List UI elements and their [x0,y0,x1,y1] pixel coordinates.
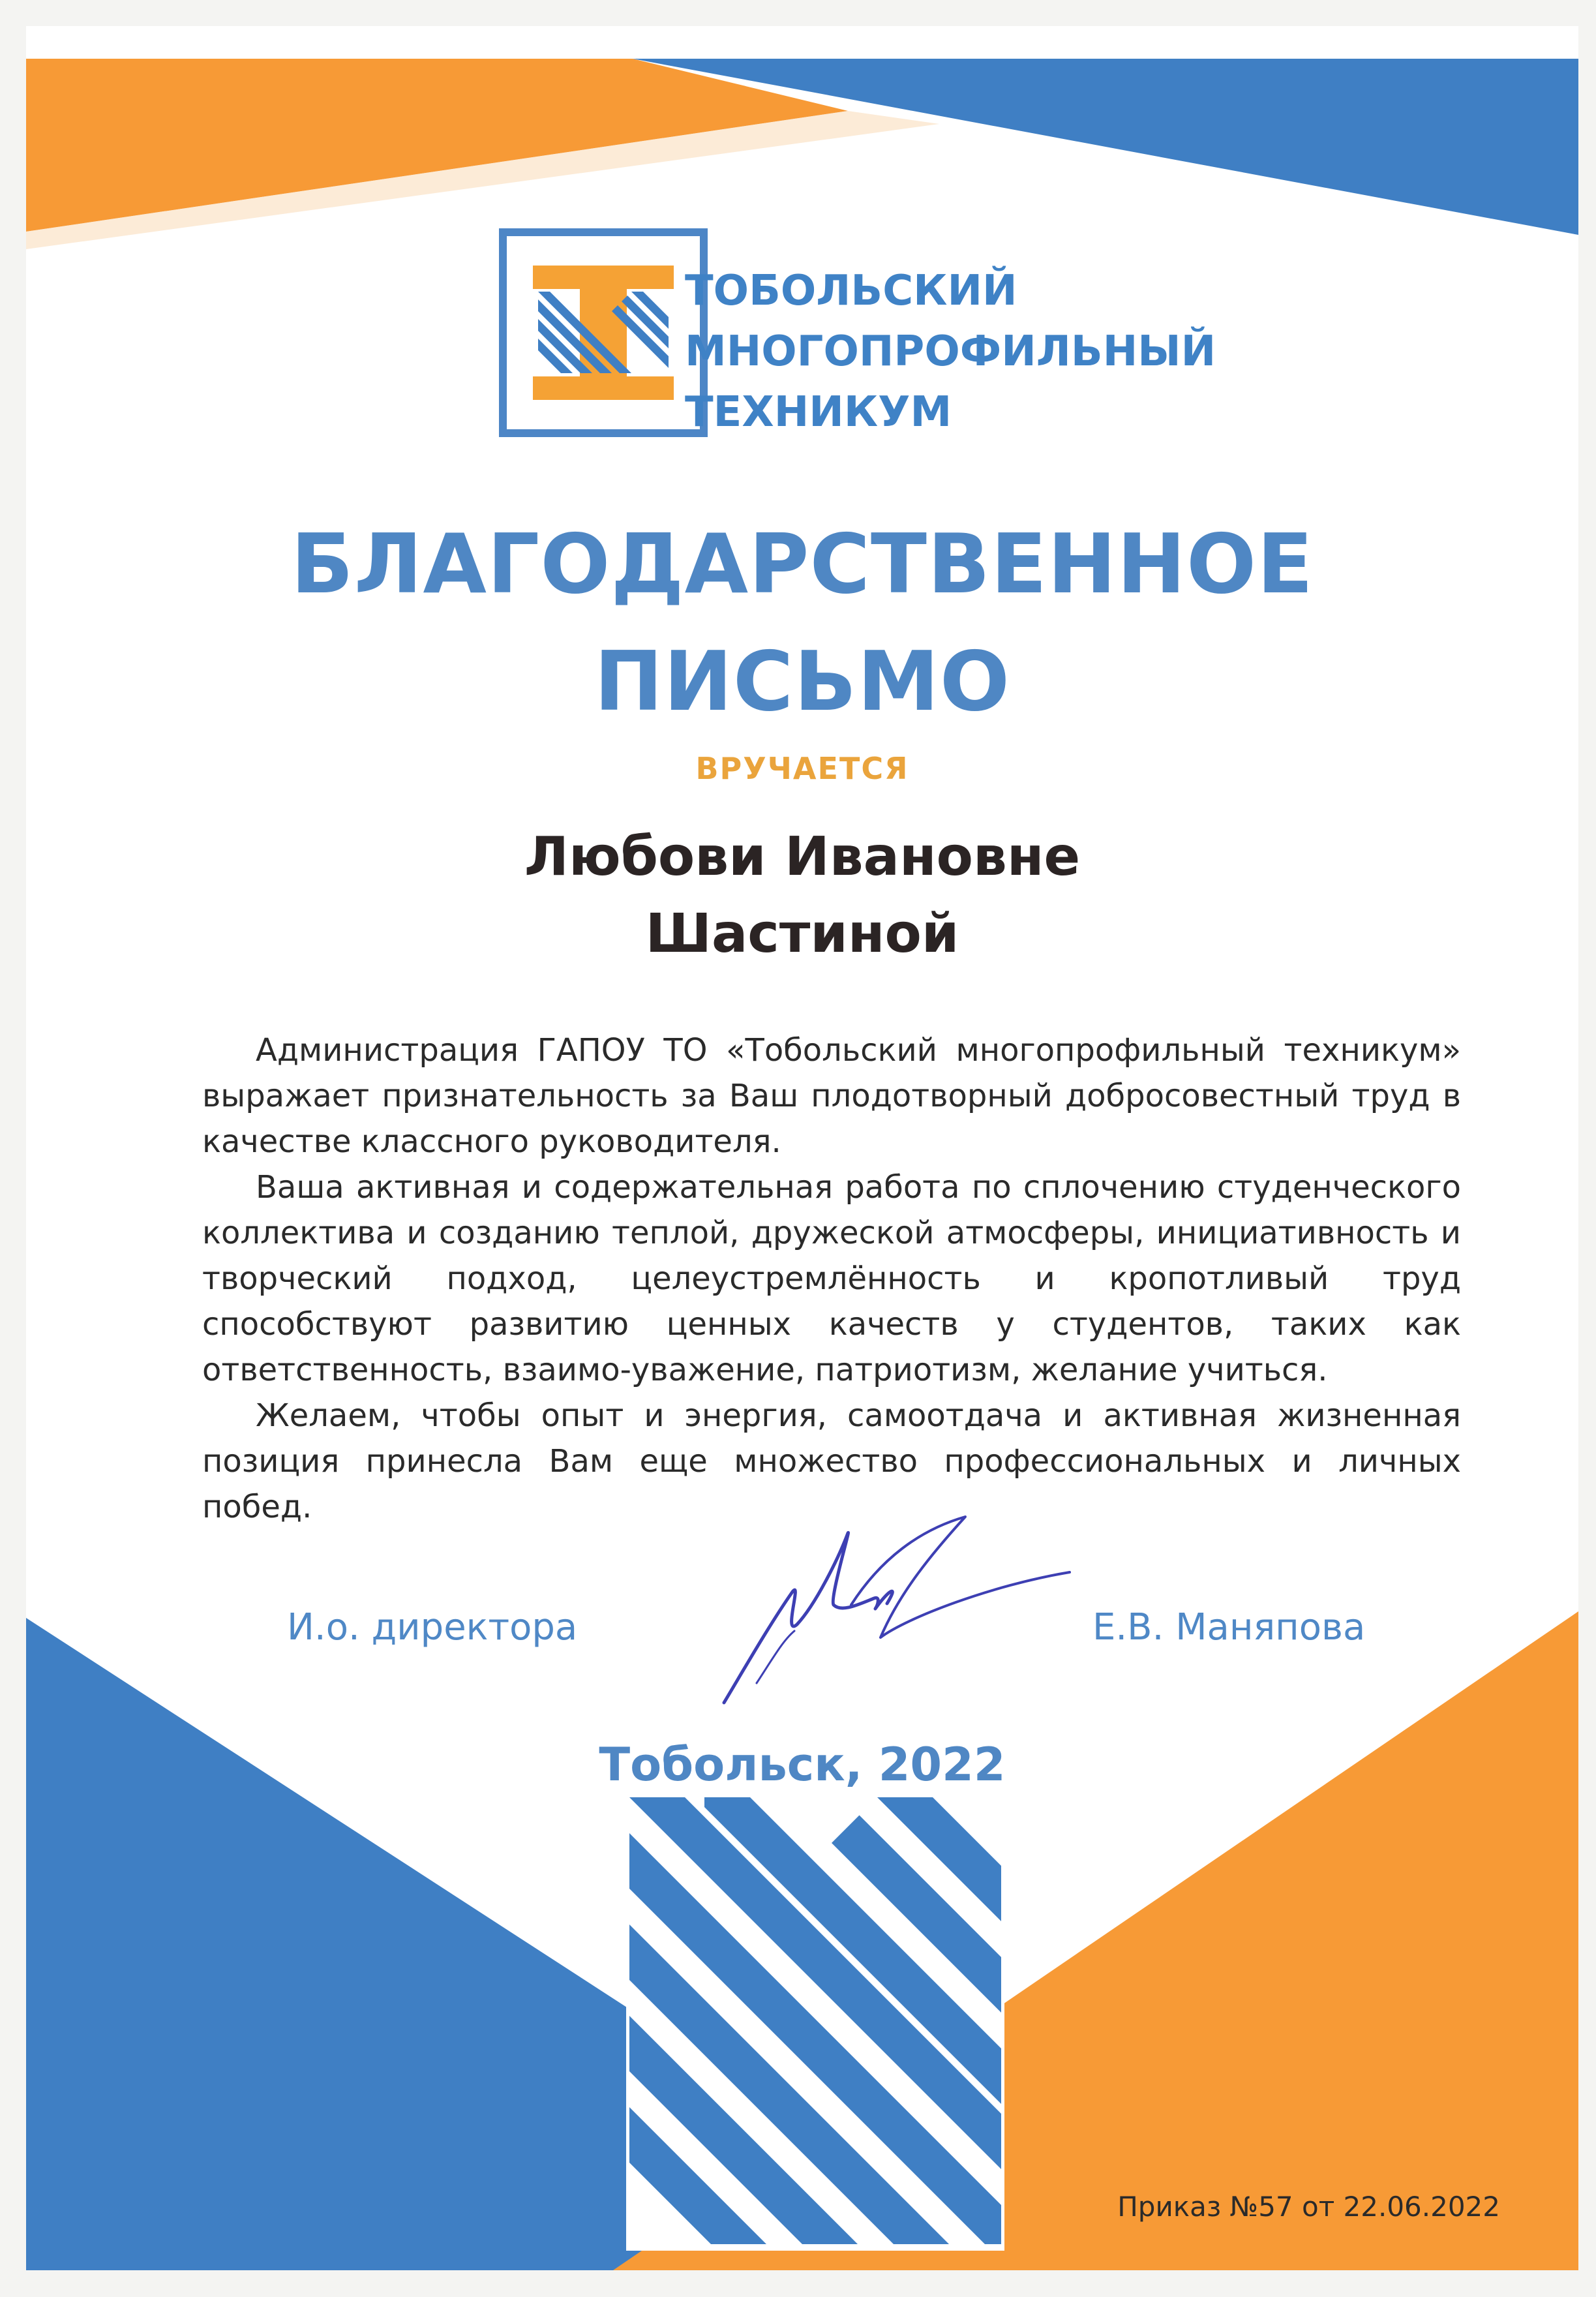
logo-frame [499,228,708,437]
order-reference: Приказ №57 от 22.06.2022 [1117,2191,1500,2223]
document-title [26,506,1578,740]
signer-name: Е.В. Маняпова [1092,1606,1366,1649]
bottom-blue-triangle [26,1618,730,2270]
organization-name [685,261,1272,443]
certificate-sheet [26,26,1578,2270]
organization-name-line: ТЕХНИКУМ [685,388,952,436]
tmt-emblem-icon [626,1752,1004,2260]
recipient-name [26,819,1578,973]
letter-paragraph: Желаем, чтобы опыт и энергия, самоотдача и активная жизненная позиция принесла Вам еще множество профессиональных и личных побед. [202,1397,1461,1525]
document-title-line: ПИСЬМО [594,633,1010,729]
handwritten-signature-icon [685,1507,1076,1722]
tmt-logo-icon [507,236,700,429]
letter-body [202,1027,1461,1530]
awarded-label: ВРУЧАЕТСЯ [695,751,909,786]
recipient-name-line: Любови Ивановне [524,826,1081,888]
letter-paragraph: Ваша активная и содержательная работа по сплочению студенческого коллектива и созданию теплой, дружеской атмосферы, инициативность и творческий подход, целеустремлённость и кропотливый труд способствуют развитию ценных качеств у студентов, таких как ответственность, взаимо-уважение, патриотизм, желание учиться. [202,1169,1461,1388]
recipient-name-line: Шастиной [645,903,959,965]
signer-position: И.о. директора [287,1606,578,1649]
document-title-line: БЛАГОДАРСТВЕННОЕ [290,516,1314,612]
organization-name-line: ТОБОЛЬСКИЙ [685,267,1017,315]
city-year: Тобольск, 2022 [599,1738,1006,1791]
top-blue-band [633,59,1578,235]
organization-name-line: МНОГОПРОФИЛЬНЫЙ [685,327,1216,376]
letter-paragraph: Администрация ГАПОУ ТО «Тобольский многопрофильный техникум» выражает признательность за Ваш плодотворный добросовестный труд в качестве классного руководителя. [202,1032,1461,1160]
